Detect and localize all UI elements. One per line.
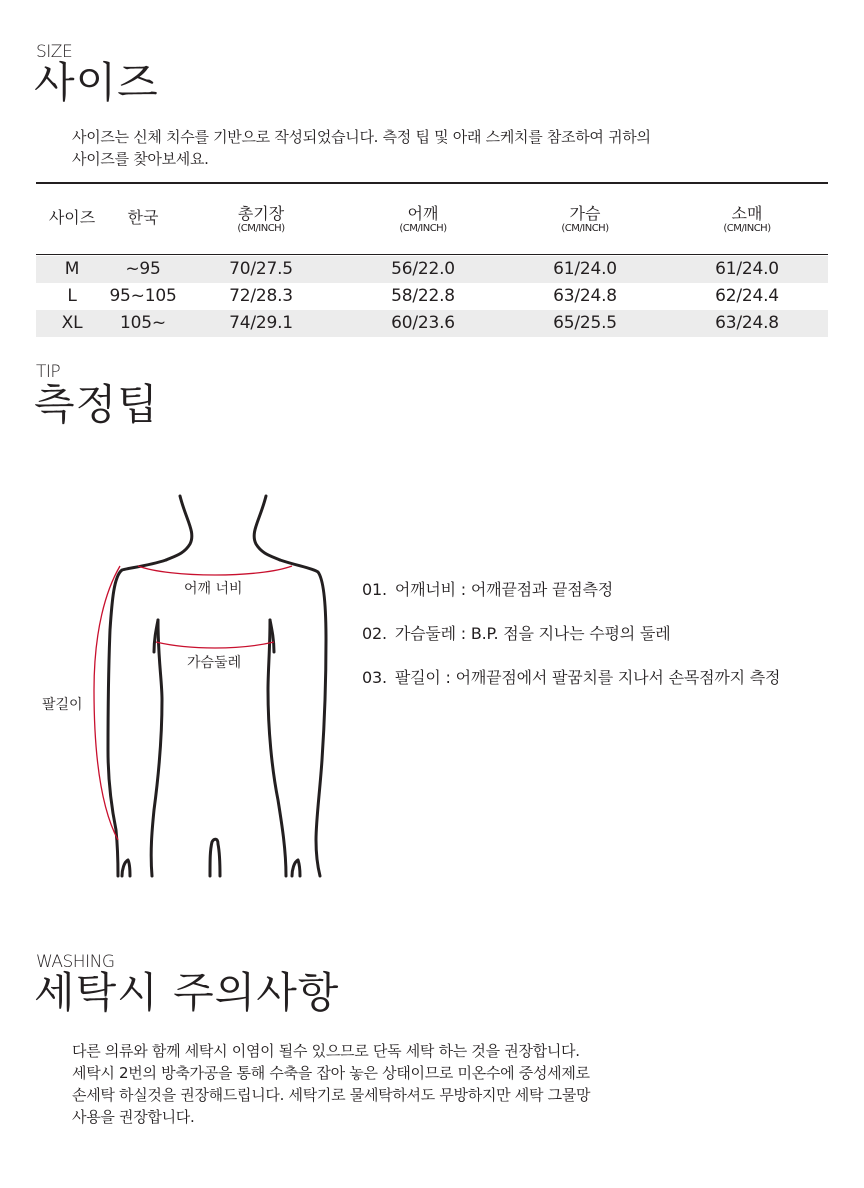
table-row bbox=[36, 256, 828, 283]
table-cell: 72/28.3 bbox=[229, 286, 293, 306]
washing-eyebrow: WASHING bbox=[36, 952, 115, 972]
table-cell: 74/29.1 bbox=[229, 313, 293, 333]
table-cell: 60/23.6 bbox=[391, 313, 455, 333]
table-row bbox=[36, 310, 828, 337]
table-cell: 56/22.0 bbox=[391, 259, 455, 279]
header-chest: 가슴 (CM/INCH) bbox=[561, 204, 609, 234]
shoulder-width-label: 어깨 너비 bbox=[184, 581, 243, 597]
size-title: 사이즈 bbox=[34, 58, 159, 107]
table-cell: 63/24.8 bbox=[715, 313, 779, 333]
table-cell: M bbox=[64, 259, 80, 279]
table-top-rule bbox=[36, 182, 828, 184]
list-item bbox=[362, 623, 780, 667]
table-cell: L bbox=[67, 286, 77, 306]
body-outline-illustration bbox=[30, 480, 350, 890]
washing-description: 다른 의류와 함께 세탁시 이염이 될수 있으므로 단독 세탁 하는 것을 권장합니다. 세탁시 2번의 방축가공을 통해 수축을 잡아 놓은 상태이므로 미온수에 중성세제로 손세탁 하실것을 권장해드립니다. 세탁기로 물세탁하셔도 무방하지만 세탁 그물망 사용을 권장합니다. bbox=[72, 1042, 591, 1126]
washing-title: 세탁시 주의사항 bbox=[34, 968, 340, 1017]
table-cell: 105~ bbox=[120, 313, 166, 333]
header-total-length: 총기장 (CM/INCH) bbox=[237, 204, 285, 234]
list-item bbox=[362, 579, 780, 623]
table-header-rule bbox=[36, 254, 828, 255]
table-cell: XL bbox=[61, 313, 83, 333]
table-cell: ~95 bbox=[125, 259, 161, 279]
tip-number: 02. bbox=[362, 624, 387, 643]
list-item bbox=[362, 667, 780, 711]
table-cell: 70/27.5 bbox=[229, 259, 293, 279]
body-measurement-diagram bbox=[30, 480, 350, 890]
table-cell: 95~105 bbox=[109, 286, 177, 306]
tip-number: 03. bbox=[362, 668, 387, 687]
header-shoulder: 어깨 (CM/INCH) bbox=[399, 204, 447, 234]
size-eyebrow: SIZE bbox=[36, 42, 73, 62]
table-cell: 62/24.4 bbox=[715, 286, 779, 306]
table-row bbox=[36, 283, 828, 310]
header-sleeve: 소매 (CM/INCH) bbox=[723, 204, 771, 234]
table-cell: 61/24.0 bbox=[715, 259, 779, 279]
tip-text: 팔길이 : 어깨끝점에서 팔꿈치를 지나서 손목점까지 측정 bbox=[394, 668, 781, 687]
tip-title: 측정팁 bbox=[34, 380, 159, 429]
size-description: 사이즈는 신체 치수를 기반으로 작성되었습니다. 측정 팁 및 아래 스케치를 참조하여 귀하의 사이즈를 찾아보세요. bbox=[72, 128, 651, 168]
arm-length-label: 팔길이 bbox=[42, 697, 83, 713]
tip-text: 가슴둘레 : B.P. 점을 지나는 수평의 둘레 bbox=[394, 624, 671, 643]
table-cell: 65/25.5 bbox=[553, 313, 617, 333]
table-cell: 63/24.8 bbox=[553, 286, 617, 306]
header-size: 사이즈 bbox=[48, 208, 96, 227]
measurement-tips-list bbox=[362, 579, 780, 711]
tip-eyebrow: TIP bbox=[36, 362, 61, 382]
tip-number: 01. bbox=[362, 580, 387, 599]
tip-text: 어깨너비 : 어깨끝점과 끝점측정 bbox=[394, 580, 614, 599]
header-korea: 한국 bbox=[127, 208, 159, 227]
table-cell: 58/22.8 bbox=[391, 286, 455, 306]
chest-girth-label: 가슴둘레 bbox=[187, 655, 242, 671]
table-cell: 61/24.0 bbox=[553, 259, 617, 279]
